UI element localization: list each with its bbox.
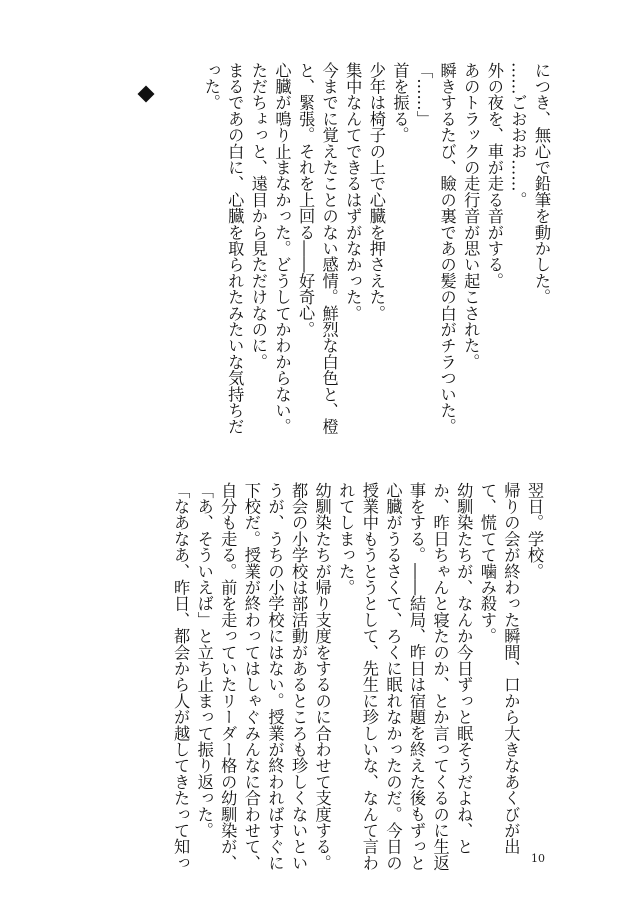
text-line: 首を振る。 — [390, 62, 410, 143]
text-line: 集中なんてできるはずがなかった。 — [343, 62, 363, 322]
text-line: 外の夜を、車が走る音がする。 — [484, 62, 504, 289]
text-line: 瞬きするたび、瞼の裏であの髪の白がチラついた。 — [437, 62, 457, 435]
text-line: あのトラックの走行音が思い起こされた。 — [461, 62, 481, 370]
text-line: った。 — [201, 62, 221, 111]
text-line: ただちょっと、遠目から見ただけなのに。 — [248, 62, 268, 370]
text-line: 授業中もうとうとして、先生に珍しいな、なんて言わ — [359, 482, 379, 871]
text-line: 下校だ。授業が終わってはしゃぐみんなに合わせて、 — [241, 482, 261, 871]
text-line: 翌日。学校。 — [525, 482, 544, 580]
text-line: 今までに覚えたことのない感情。鮮烈な白色と、橙 — [319, 62, 339, 435]
text-line: 幼馴染たちが帰り支度をするのに合わせて支度する。 — [312, 482, 332, 871]
text-line: 幼馴染たちが、なんか今日ずっと眠そうだよね、と — [454, 482, 474, 855]
page-number: 10 — [531, 852, 545, 865]
upper-text-block — [199, 62, 553, 442]
text-line: 自分も走る。前を走っていたリーダー格の幼馴染が、 — [218, 482, 238, 871]
text-line: 少年は椅子の上で心臓を押さえた。 — [366, 62, 386, 322]
text-line: うが、うちの小学校にはない。授業が終わればすぐに — [265, 482, 285, 871]
text-line: と、緊張。それを上回る――好奇心。 — [296, 62, 316, 338]
text-line: 心臓が鳴り止まなかった。どうしてかわからない。 — [272, 62, 292, 435]
text-line: れてしまった。 — [336, 482, 356, 596]
text-line: て、慌てて噛み殺す。 — [477, 482, 497, 644]
text-line: につき、無心で鉛筆を動かした。 — [532, 62, 551, 305]
text-line: 心臓がうるさくて、ろくに眠れなかったのだ。今日の — [383, 482, 403, 871]
text-line: 「なあなあ、昨日、都会から人が越してきたって知っ — [171, 482, 191, 871]
text-line: 「あ、そういえば」と立ち止まって振り返った。 — [194, 482, 214, 839]
diamond-icon — [138, 86, 155, 103]
lower-text-block — [169, 482, 547, 871]
text-line: か、昨日ちゃんと寝たのか、とか言ってくるのに生返 — [430, 482, 450, 871]
text-line: 帰りの会が終わった瞬間、口から大きなあくびが出 — [501, 482, 521, 855]
text-line: 事をする。――結局、昨日は宿題を終えた後もずっと — [407, 482, 427, 871]
text-line: 「……」 — [414, 62, 434, 127]
text-line: ……ごおおお……。 — [508, 62, 528, 208]
text-line: まるであの白に、心臓を取られたみたいな気持ちだ — [225, 62, 245, 435]
text-line: 都会の小学校は部活動があるところも珍しくないとい — [289, 482, 309, 871]
